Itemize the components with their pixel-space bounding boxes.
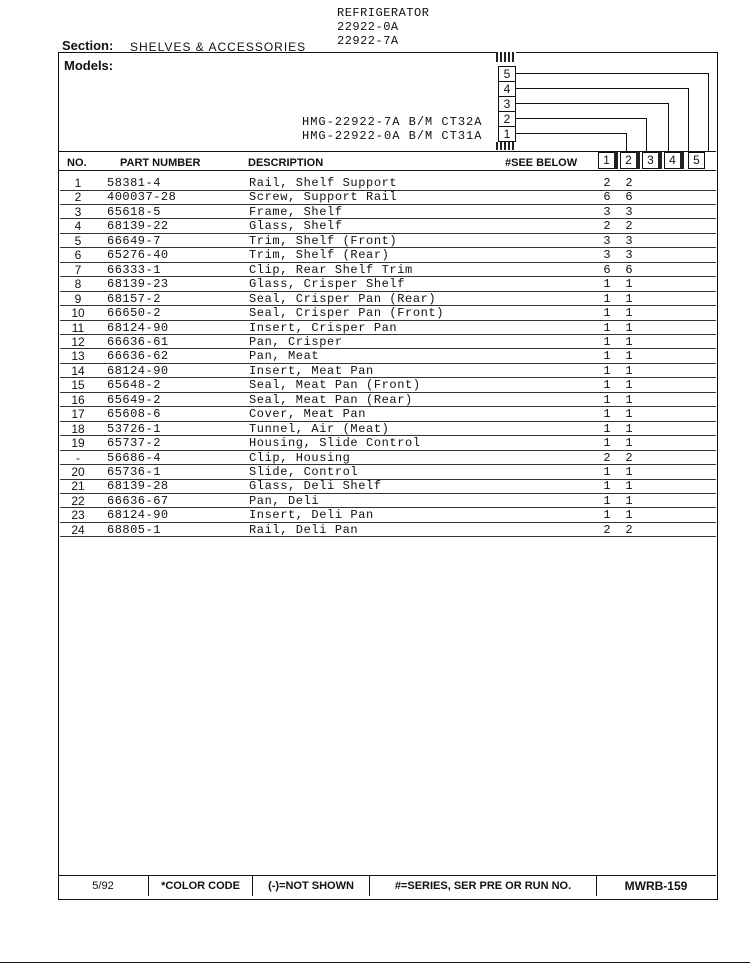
series-box-2: 2	[498, 111, 516, 127]
row-description: Tunnel, Air (Meat)	[249, 421, 390, 436]
table-row	[60, 292, 716, 307]
header-product-block	[337, 6, 429, 34]
table-row	[60, 451, 716, 466]
model-line-0a: HMG-22922-0A B/M CT31A	[302, 129, 483, 143]
row-description: Insert, Meat Pan	[249, 363, 374, 378]
table-row	[60, 219, 716, 234]
table-row	[60, 205, 716, 220]
series-strip-top	[496, 52, 516, 62]
row-series-2-qty: 1	[625, 363, 633, 378]
row-number: -	[76, 450, 80, 465]
row-series-1-qty: 1	[603, 392, 611, 407]
row-series-2-qty: 1	[625, 392, 633, 407]
row-part-number: 66636-67	[107, 493, 169, 508]
row-part-number: 65736-1	[107, 465, 161, 479]
table-row	[60, 277, 716, 292]
row-description: Rail, Shelf Support	[249, 176, 398, 190]
row-series-2-qty: 1	[625, 421, 633, 436]
table-row	[60, 190, 716, 205]
series-column-5: 5	[688, 152, 705, 169]
row-series-1-qty: 1	[603, 334, 611, 349]
row-number: 14	[71, 363, 85, 378]
row-series-1-qty: 6	[603, 190, 611, 205]
model-number-b: 22922-7A	[337, 34, 399, 48]
connector-2-h	[516, 118, 646, 119]
row-number: 18	[71, 421, 85, 436]
page-bottom-rule	[0, 962, 750, 963]
row-part-number: 66333-1	[107, 262, 161, 277]
row-part-number: 65276-40	[107, 248, 169, 263]
row-description: Seal, Crisper Pan (Rear)	[249, 291, 437, 306]
table-row	[60, 378, 716, 393]
row-description: Pan, Crisper	[249, 334, 343, 349]
table-row	[60, 465, 716, 480]
row-series-1-qty: 1	[603, 291, 611, 306]
footer-not-shown: (-)=NOT SHOWN	[253, 876, 370, 896]
row-part-number: 65648-2	[107, 378, 161, 393]
column-header-see-below: #SEE BELOW	[505, 157, 578, 169]
row-description: Slide, Control	[249, 465, 359, 479]
row-series-2-qty: 1	[625, 334, 633, 349]
row-number: 15	[71, 378, 85, 393]
row-number: 19	[71, 436, 85, 451]
row-part-number: 400037-28	[107, 190, 177, 205]
row-number: 8	[74, 277, 82, 292]
table-row	[60, 479, 716, 494]
row-series-2-qty: 1	[625, 436, 633, 451]
table-row	[60, 523, 716, 538]
row-series-1-qty: 1	[603, 436, 611, 451]
row-series-2-qty: 1	[625, 349, 633, 364]
row-series-1-qty: 3	[603, 248, 611, 263]
series-column-3: 3	[642, 152, 659, 169]
row-series-2-qty: 2	[625, 176, 633, 190]
models-label: Models:	[64, 58, 114, 73]
table-row	[60, 364, 716, 379]
table-row	[60, 494, 716, 509]
row-series-2-qty: 1	[625, 306, 633, 321]
row-series-1-qty: 1	[603, 363, 611, 378]
footer-series-note: #=SERIES, SER PRE OR RUN NO.	[370, 876, 597, 896]
row-part-number: 58381-4	[107, 176, 161, 190]
row-series-1-qty: 1	[603, 277, 611, 292]
row-description: Clip, Housing	[249, 450, 351, 465]
model-line-7a: HMG-22922-7A B/M CT32A	[302, 115, 483, 129]
row-number: 1	[74, 176, 82, 190]
row-description: Glass, Shelf	[249, 219, 343, 234]
row-series-2-qty: 1	[625, 378, 633, 393]
connector-1-h	[516, 133, 626, 134]
row-part-number: 68124-90	[107, 363, 169, 378]
row-series-2-qty: 1	[625, 508, 633, 523]
series-column-1: 1	[598, 152, 615, 169]
row-number: 11	[71, 320, 85, 335]
product-name: REFRIGERATOR	[337, 6, 430, 20]
row-series-1-qty: 1	[603, 508, 611, 523]
table-row	[60, 436, 716, 451]
section-label: Section:	[62, 38, 114, 53]
connector-2-v	[646, 118, 647, 152]
column-header-description: DESCRIPTION	[248, 157, 324, 169]
series-box-5: 5	[498, 66, 516, 82]
row-part-number: 68139-22	[107, 219, 169, 234]
table-row	[60, 321, 716, 336]
series-divider-4	[680, 152, 684, 169]
series-divider-3	[658, 152, 662, 169]
row-part-number: 66636-62	[107, 349, 169, 364]
row-description: Seal, Meat Pan (Rear)	[249, 392, 413, 407]
series-column-2: 2	[620, 152, 637, 169]
row-description: Seal, Crisper Pan (Front)	[249, 306, 445, 321]
row-number: 6	[74, 248, 82, 263]
row-number: 21	[71, 479, 85, 494]
model-number-a: 22922-0A	[337, 20, 399, 34]
series-column-4: 4	[664, 152, 681, 169]
row-number: 24	[71, 522, 85, 537]
row-series-1-qty: 2	[603, 522, 611, 537]
row-description: Seal, Meat Pan (Front)	[249, 378, 421, 393]
row-description: Insert, Crisper Pan	[249, 320, 398, 335]
row-series-1-qty: 1	[603, 421, 611, 436]
table-row	[60, 248, 716, 263]
row-description: Cover, Meat Pan	[249, 407, 367, 422]
row-number: 20	[71, 465, 85, 479]
row-number: 5	[74, 233, 82, 248]
series-strip-bottom	[496, 142, 516, 150]
row-series-1-qty: 1	[603, 465, 611, 479]
row-series-1-qty: 1	[603, 320, 611, 335]
row-series-2-qty: 3	[625, 204, 633, 219]
row-description: Frame, Shelf	[249, 204, 343, 219]
row-part-number: 68139-28	[107, 479, 169, 494]
table-row	[60, 234, 716, 249]
table-row	[60, 422, 716, 437]
row-series-1-qty: 2	[603, 176, 611, 190]
row-part-number: 65618-5	[107, 204, 161, 219]
row-description: Trim, Shelf (Front)	[249, 233, 398, 248]
row-number: 2	[74, 190, 82, 205]
column-header-part-number: PART NUMBER	[120, 157, 201, 169]
row-part-number: 65608-6	[107, 407, 161, 422]
row-series-2-qty: 1	[625, 320, 633, 335]
row-number: 16	[71, 392, 85, 407]
row-series-2-qty: 2	[625, 450, 633, 465]
row-series-2-qty: 6	[625, 190, 633, 205]
connector-4-v	[688, 88, 689, 152]
connector-3-h	[516, 103, 668, 104]
series-box-4: 4	[498, 81, 516, 97]
row-part-number: 66649-7	[107, 233, 161, 248]
table-row	[60, 335, 716, 350]
series-box-3: 3	[498, 96, 516, 112]
footer-color-code: *COLOR CODE	[149, 876, 253, 896]
row-series-1-qty: 1	[603, 493, 611, 508]
row-number: 3	[74, 204, 82, 219]
row-series-2-qty: 3	[625, 248, 633, 263]
footer-date: 5/92	[58, 876, 149, 896]
row-description: Glass, Crisper Shelf	[249, 277, 406, 292]
row-series-1-qty: 3	[603, 204, 611, 219]
row-series-2-qty: 1	[625, 479, 633, 494]
row-description: Insert, Deli Pan	[249, 508, 374, 523]
row-number: 12	[71, 334, 85, 349]
row-part-number: 66650-2	[107, 306, 161, 321]
row-series-2-qty: 1	[625, 465, 633, 479]
row-series-1-qty: 6	[603, 262, 611, 277]
row-series-1-qty: 1	[603, 349, 611, 364]
row-series-1-qty: 1	[603, 306, 611, 321]
series-box-1: 1	[498, 126, 516, 142]
table-row	[60, 306, 716, 321]
row-description: Pan, Meat	[249, 349, 320, 364]
table-row	[60, 407, 716, 422]
row-description: Glass, Deli Shelf	[249, 479, 382, 494]
row-number: 10	[71, 306, 85, 321]
row-description: Housing, Slide Control	[249, 436, 421, 451]
row-description: Rail, Deli Pan	[249, 522, 359, 537]
row-series-1-qty: 1	[603, 479, 611, 494]
row-series-1-qty: 2	[603, 219, 611, 234]
row-series-1-qty: 1	[603, 378, 611, 393]
column-header-no: NO.	[67, 157, 87, 169]
row-part-number: 68139-23	[107, 277, 169, 292]
row-description: Trim, Shelf (Rear)	[249, 248, 390, 263]
row-series-2-qty: 1	[625, 277, 633, 292]
row-series-2-qty: 6	[625, 262, 633, 277]
row-number: 7	[74, 262, 82, 277]
row-part-number: 68805-1	[107, 522, 161, 537]
row-number: 13	[71, 349, 85, 364]
section-value: SHELVES & ACCESSORIES	[130, 40, 307, 54]
row-description: Screw, Support Rail	[249, 190, 398, 205]
row-series-1-qty: 2	[603, 450, 611, 465]
row-part-number: 66636-61	[107, 334, 169, 349]
row-part-number: 68124-90	[107, 508, 169, 523]
table-row	[60, 393, 716, 408]
row-part-number: 68124-90	[107, 320, 169, 335]
table-row	[60, 508, 716, 523]
connector-3-v	[668, 103, 669, 152]
row-part-number: 65737-2	[107, 436, 161, 451]
connector-5-v	[708, 73, 709, 152]
row-series-2-qty: 3	[625, 233, 633, 248]
row-number: 9	[74, 291, 82, 306]
row-series-1-qty: 1	[603, 407, 611, 422]
row-series-1-qty: 3	[603, 233, 611, 248]
connector-4-h	[516, 88, 688, 89]
table-row	[60, 176, 716, 191]
row-part-number: 53726-1	[107, 421, 161, 436]
row-series-2-qty: 1	[625, 493, 633, 508]
table-row	[60, 349, 716, 364]
row-series-2-qty: 1	[625, 291, 633, 306]
row-number: 4	[74, 219, 82, 234]
footer-doc-code: MWRB-159	[624, 879, 688, 893]
table-row	[60, 263, 716, 278]
row-part-number: 68157-2	[107, 291, 161, 306]
row-part-number: 65649-2	[107, 392, 161, 407]
connector-5-h	[516, 73, 708, 74]
row-series-2-qty: 2	[625, 219, 633, 234]
series-divider-1	[614, 152, 618, 169]
row-number: 23	[71, 508, 85, 523]
series-divider-2	[636, 152, 640, 169]
column-header-bottom-rule	[58, 170, 716, 171]
row-number: 17	[71, 407, 85, 422]
row-number: 22	[71, 493, 85, 508]
row-part-number: 56686-4	[107, 450, 161, 465]
row-description: Clip, Rear Shelf Trim	[249, 262, 413, 277]
connector-1-v	[626, 133, 627, 152]
row-series-2-qty: 2	[625, 522, 633, 537]
row-underline	[60, 536, 716, 537]
row-description: Pan, Deli	[249, 493, 320, 508]
row-series-2-qty: 1	[625, 407, 633, 422]
